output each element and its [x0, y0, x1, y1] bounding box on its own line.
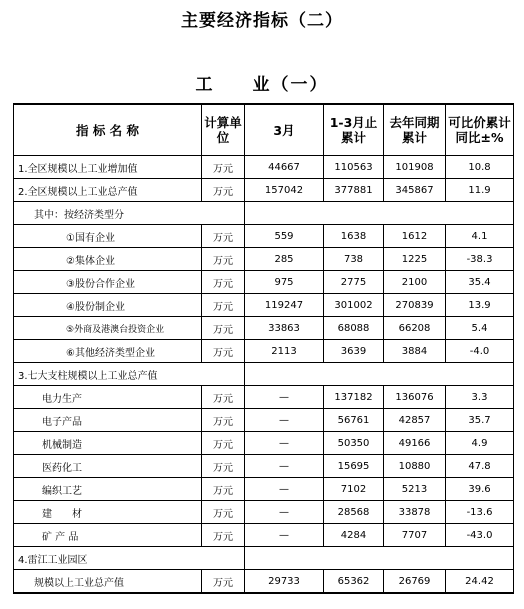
indicator-table: [13, 103, 514, 594]
row-unit: 万元: [202, 156, 245, 179]
row-unit: 万元: [202, 432, 245, 455]
header-cumulative: 1-3月止累计: [324, 104, 384, 156]
row-name: 4.雷江工业园区: [14, 547, 245, 570]
row-unit: 万元: [202, 248, 245, 271]
row-cumulative: 28568: [324, 501, 384, 524]
row-name: ①国有企业: [14, 225, 202, 248]
row-last-year: 1225: [384, 248, 446, 271]
row-unit: 万元: [202, 294, 245, 317]
row-month: 285: [245, 248, 324, 271]
row-last-year: 2100: [384, 271, 446, 294]
row-growth: 24.42: [446, 570, 514, 594]
row-growth: 35.4: [446, 271, 514, 294]
header-month: 3月: [245, 104, 324, 156]
row-growth: -4.0: [446, 340, 514, 363]
row-growth: 10.8: [446, 156, 514, 179]
row-name: ④股份制企业: [14, 294, 202, 317]
row-growth: 5.4: [446, 317, 514, 340]
table-header-row: [14, 104, 514, 156]
header-name: 指 标 名 称: [14, 104, 202, 156]
header-unit: 计算单位: [202, 104, 245, 156]
row-unit: 万元: [202, 455, 245, 478]
row-month: —: [245, 501, 324, 524]
row-unit: 万元: [202, 386, 245, 409]
header-last-year: 去年同期累计: [384, 104, 446, 156]
row-growth: 39.6: [446, 478, 514, 501]
row-name: 2.全区规模以上工业总产值: [14, 179, 202, 202]
row-cumulative: 377881: [324, 179, 384, 202]
table-row: [14, 524, 514, 547]
section-title: 工 业（一）: [195, 75, 329, 95]
row-name: ③股份合作企业: [14, 271, 202, 294]
table-group-row: [14, 202, 514, 225]
table-row: [14, 455, 514, 478]
row-last-year: 26769: [384, 570, 446, 594]
row-name: 矿 产 品: [14, 524, 202, 547]
row-cumulative: 4284: [324, 524, 384, 547]
row-last-year: 10880: [384, 455, 446, 478]
row-growth: 11.9: [446, 179, 514, 202]
page-title: 主要经济指标（二）: [181, 11, 343, 31]
table-row: [14, 156, 514, 179]
row-cumulative: 15695: [324, 455, 384, 478]
row-name: 医药化工: [14, 455, 202, 478]
row-last-year: 270839: [384, 294, 446, 317]
row-unit: 万元: [202, 271, 245, 294]
row-cumulative: 7102: [324, 478, 384, 501]
table-row: [14, 432, 514, 455]
row-month: —: [245, 386, 324, 409]
table-row: [14, 248, 514, 271]
table-row: [14, 317, 514, 340]
row-growth: 4.9: [446, 432, 514, 455]
row-name: 其中：按经济类型分: [14, 202, 245, 225]
row-month: 33863: [245, 317, 324, 340]
row-unit: 万元: [202, 317, 245, 340]
row-month: —: [245, 478, 324, 501]
table-row: [14, 340, 514, 363]
row-month: 2113: [245, 340, 324, 363]
row-last-year: 5213: [384, 478, 446, 501]
row-last-year: 101908: [384, 156, 446, 179]
row-unit: 万元: [202, 501, 245, 524]
row-growth: 35.7: [446, 409, 514, 432]
table-row: [14, 570, 514, 594]
row-name: ②集体企业: [14, 248, 202, 271]
table-row: [14, 478, 514, 501]
table-row: [14, 271, 514, 294]
row-cumulative: 110563: [324, 156, 384, 179]
row-empty: [245, 363, 514, 386]
row-last-year: 33878: [384, 501, 446, 524]
row-last-year: 345867: [384, 179, 446, 202]
row-cumulative: 738: [324, 248, 384, 271]
row-unit: 万元: [202, 409, 245, 432]
row-cumulative: 137182: [324, 386, 384, 409]
row-growth: 47.8: [446, 455, 514, 478]
table-row: [14, 386, 514, 409]
row-empty: [245, 547, 514, 570]
row-growth: 3.3: [446, 386, 514, 409]
row-growth: -38.3: [446, 248, 514, 271]
row-unit: 万元: [202, 570, 245, 594]
table-row: [14, 409, 514, 432]
row-name: 电子产品: [14, 409, 202, 432]
row-name: 规模以上工业总产值: [14, 570, 202, 594]
row-growth: 13.9: [446, 294, 514, 317]
table-group-row: [14, 363, 514, 386]
row-name: 建 材: [14, 501, 202, 524]
row-name: 电力生产: [14, 386, 202, 409]
row-month: —: [245, 409, 324, 432]
row-growth: -43.0: [446, 524, 514, 547]
row-last-year: 66208: [384, 317, 446, 340]
row-month: —: [245, 524, 324, 547]
row-growth: 4.1: [446, 225, 514, 248]
row-last-year: 7707: [384, 524, 446, 547]
row-unit: 万元: [202, 524, 245, 547]
row-cumulative: 56761: [324, 409, 384, 432]
row-month: 44667: [245, 156, 324, 179]
row-cumulative: 3639: [324, 340, 384, 363]
row-unit: 万元: [202, 478, 245, 501]
row-last-year: 136076: [384, 386, 446, 409]
row-cumulative: 301002: [324, 294, 384, 317]
row-month: —: [245, 432, 324, 455]
row-unit: 万元: [202, 340, 245, 363]
row-last-year: 49166: [384, 432, 446, 455]
table-row: [14, 294, 514, 317]
row-month: 975: [245, 271, 324, 294]
row-last-year: 3884: [384, 340, 446, 363]
row-month: 119247: [245, 294, 324, 317]
row-cumulative: 65362: [324, 570, 384, 594]
row-cumulative: 2775: [324, 271, 384, 294]
row-name: 1.全区规模以上工业增加值: [14, 156, 202, 179]
row-cumulative: 50350: [324, 432, 384, 455]
row-month: 559: [245, 225, 324, 248]
row-growth: -13.6: [446, 501, 514, 524]
row-unit: 万元: [202, 179, 245, 202]
row-name: 机械制造: [14, 432, 202, 455]
header-growth: 可比价累计同比±%: [446, 104, 514, 156]
row-empty: [245, 202, 514, 225]
row-cumulative: 1638: [324, 225, 384, 248]
table-row: [14, 501, 514, 524]
table-row: [14, 179, 514, 202]
row-last-year: 42857: [384, 409, 446, 432]
table-row: [14, 225, 514, 248]
row-name: 编织工艺: [14, 478, 202, 501]
row-month: 29733: [245, 570, 324, 594]
row-cumulative: 68088: [324, 317, 384, 340]
row-unit: 万元: [202, 225, 245, 248]
row-name: 3.七大支柱规模以上工业总产值: [14, 363, 245, 386]
table-group-row: [14, 547, 514, 570]
row-name: ⑤外商及港澳台投资企业: [14, 317, 202, 340]
row-last-year: 1612: [384, 225, 446, 248]
row-month: 157042: [245, 179, 324, 202]
row-name: ⑥其他经济类型企业: [14, 340, 202, 363]
row-month: —: [245, 455, 324, 478]
